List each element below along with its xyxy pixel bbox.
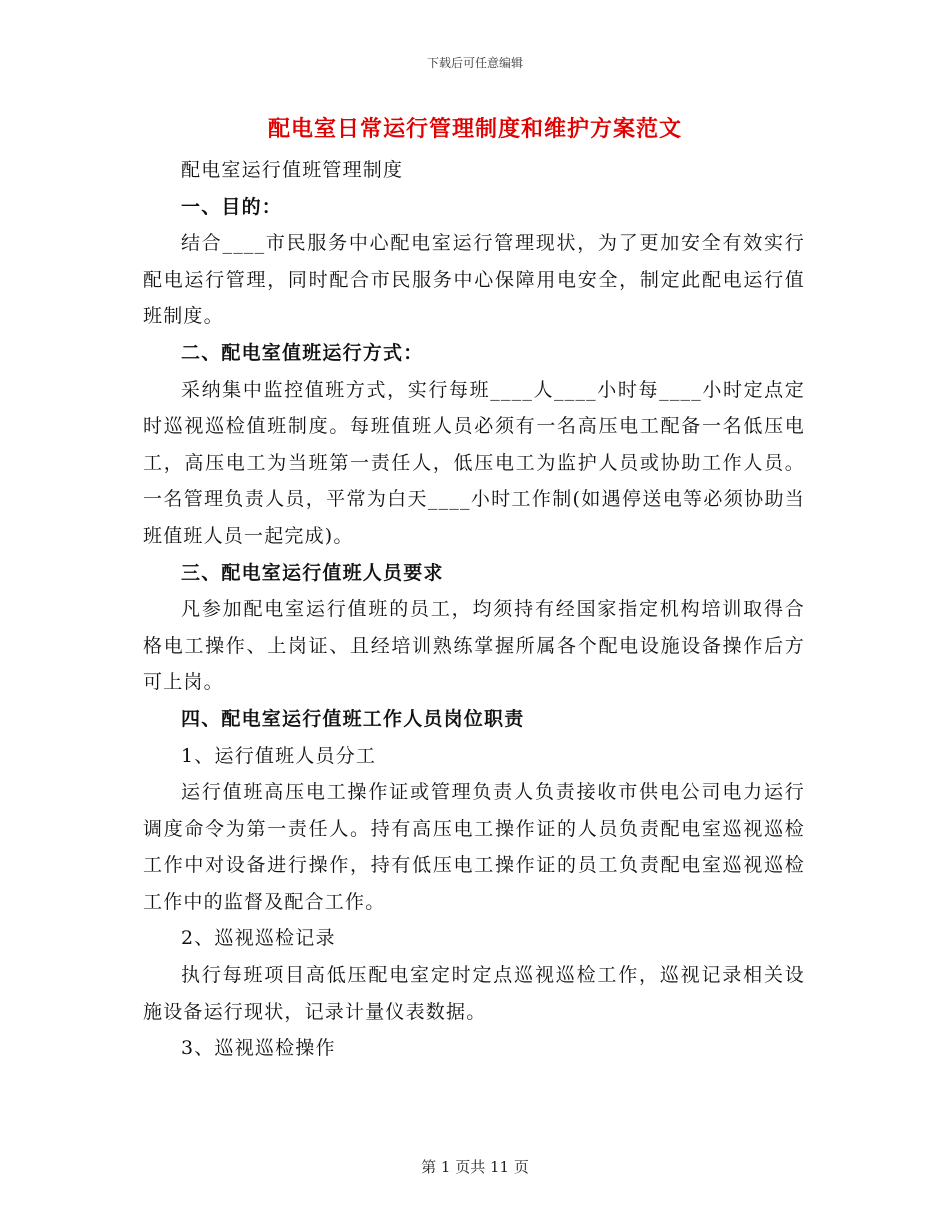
list-item-inspection-record: 2、巡视巡检记录	[181, 927, 336, 950]
document-title: 配电室日常运行管理制度和维护方案范文	[267, 116, 682, 142]
section-heading-responsibilities: 四、配电室运行值班工作人员岗位职责	[181, 707, 525, 730]
section-heading-purpose: 一、目的：	[181, 195, 283, 218]
subtitle: 配电室运行值班管理制度	[181, 159, 404, 181]
paragraph-inspection-record: 执行每班项目高低压配电室定时定点巡视巡检工作，巡视记录相关设施设备运行现状，记录计量仪表数据。	[143, 964, 805, 1023]
paragraph-division: 运行值班高压电工操作证或管理负责人负责接收市供电公司电力运行调度命令为第一责任人。持有高压电工操作证的人员负责配电室巡视巡检工作中对设备进行操作，持有低压电工操作证的员工负责配电室巡视巡检工作中的监督及配合工作。	[143, 781, 805, 913]
page-number: 第 1 页共 11 页	[421, 1158, 529, 1176]
list-item-inspection-operation: 3、巡视巡检操作	[181, 1037, 336, 1060]
list-item-division: 1、运行值班人员分工	[181, 744, 377, 767]
header-note: 下载后可任意编辑	[426, 56, 523, 70]
document-body	[143, 152, 805, 1067]
section-heading-duty-mode: 二、配电室值班运行方式：	[181, 341, 424, 364]
section-heading-staff-requirements: 三、配电室运行值班人员要求	[181, 561, 444, 584]
paragraph-duty-mode: 采纳集中监控值班方式，实行每班____人____小时每____小时定点定时巡视巡检值班制度。每班值班人员必须有一名高压电工配备一名低压电工，高压电工为当班第一责任人，低压电工为监护人员或协助工作人员。一名管理负责人员，平常为白天____小时工作制(如遇停送电等必须协助当班值班人员一起完成)。	[143, 378, 805, 547]
paragraph-staff-requirements: 凡参加配电室运行值班的员工，均须持有经国家指定机构培训取得合格电工操作、上岗证、且经培训熟练掌握所属各个配电设施设备操作后方可上岗。	[143, 598, 805, 694]
paragraph-purpose: 结合____市民服务中心配电室运行管理现状，为了更加安全有效实行配电运行管理，同时配合市民服务中心保障用电安全，制定此配电运行值班制度。	[143, 232, 805, 328]
